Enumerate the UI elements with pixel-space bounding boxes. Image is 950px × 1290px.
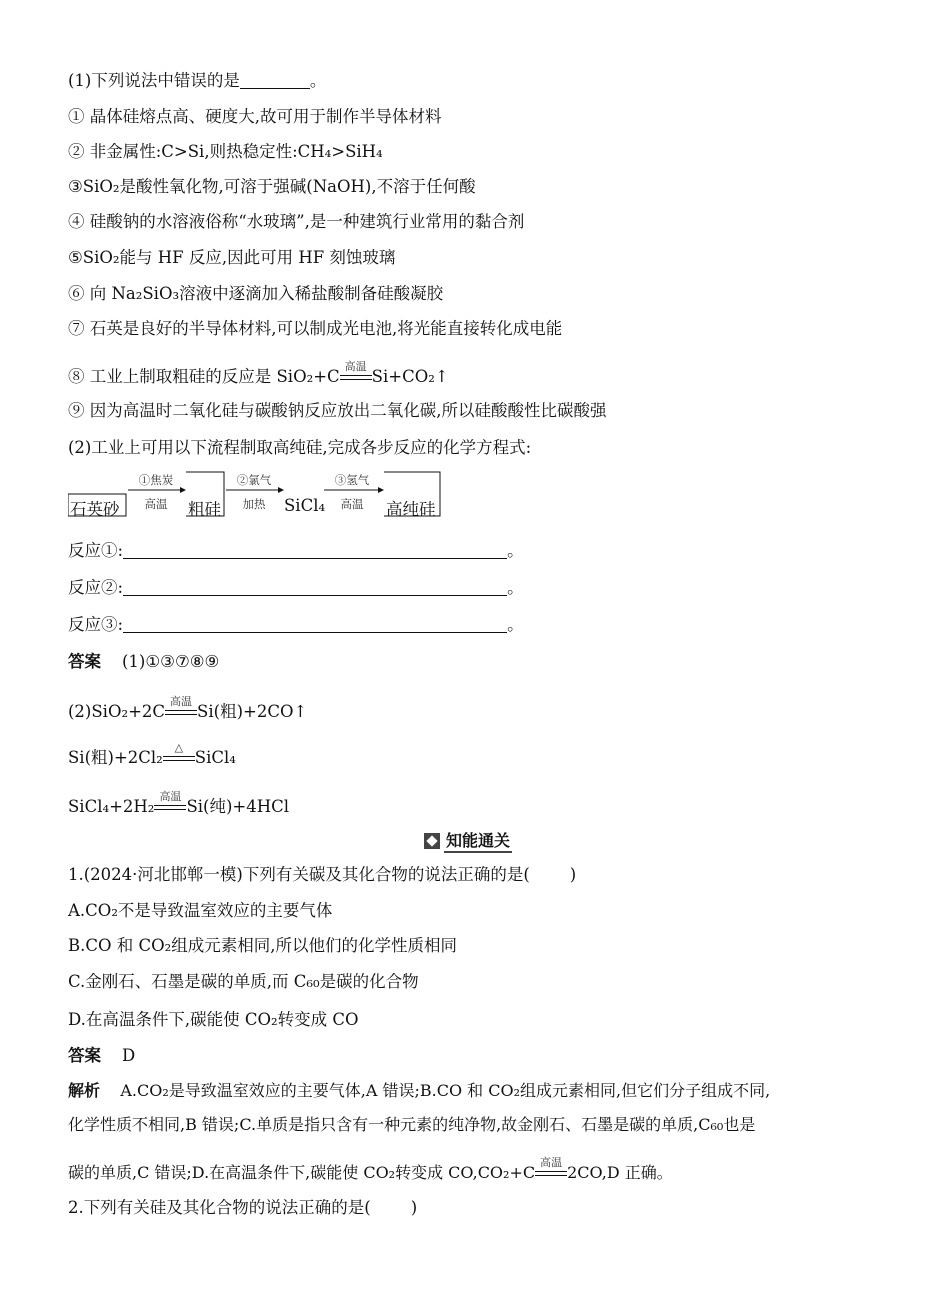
q1-prompt: (1)下列说法中错误的是 。 [68, 71, 327, 90]
flow-step-2-condition: 加热 [242, 497, 266, 511]
equation-2: Si(粗)+2Cl₂ △ SiCl₄ [68, 741, 236, 767]
statement-2: ② 非金属性:C>Si,则热稳定性:CH₄>SiH₄ [68, 142, 383, 161]
equation-1: (2)SiO₂+2C 高温 Si(粗)+2CO↑ [68, 695, 308, 721]
analysis-line-1: 解析 A.CO₂是导致温室效应的主要气体,A 错误;B.CO 和 CO₂组成元素相同,但它们分子组成不同, [68, 1081, 771, 1100]
equation-3: SiCl₄+2H₂ 高温 Si(纯)+4HCl [68, 790, 290, 816]
reaction-2-line: 反应②: 。 [68, 578, 524, 597]
answer-blank[interactable] [240, 72, 310, 89]
option-d: D.在高温条件下,碳能使 CO₂转变成 CO [68, 1010, 359, 1029]
problem-2-stem: 2.下列有关硅及其化合物的说法正确的是( ) [68, 1198, 418, 1217]
problem-1-stem: 1.(2024·河北邯郸一模)下列有关碳及其化合物的说法正确的是( ) [68, 865, 577, 884]
statement-1: ① 晶体硅熔点高、硬度大,故可用于制作半导体材料 [68, 107, 442, 126]
statement-9: ⑨ 因为高温时二氧化硅与碳酸钠反应放出二氧化碳,所以硅酸酸性比碳酸强 [68, 401, 607, 420]
flow-node-crude-silicon: 粗硅 [188, 500, 221, 519]
reaction-1-blank[interactable] [123, 542, 507, 559]
reaction-condition: 高温 [154, 800, 186, 814]
diamond-icon [424, 833, 440, 849]
q2-prompt: (2)工业上可用以下流程制取高纯硅,完成各步反应的化学方程式: [68, 438, 532, 457]
flow-step-1-condition: 高温 [144, 497, 168, 511]
reaction-condition: 高温 [535, 1166, 567, 1180]
answer-label: 答案 [68, 1046, 101, 1065]
flow-node-quartz-sand: 石英砂 [70, 500, 120, 519]
reaction-3-line: 反应③: 。 [68, 615, 524, 634]
answer-line [68, 1045, 135, 1067]
reaction-condition: 高温 [165, 705, 197, 719]
flow-node-sicl4: SiCl₄ [284, 496, 326, 515]
option-c: C.金刚石、石墨是碳的单质,而 C₆₀是碳的化合物 [68, 972, 419, 991]
flow-step-3-reagent: ③氢气 [334, 473, 370, 487]
flow-step-3-condition: 高温 [340, 497, 364, 511]
statement-7: ⑦ 石英是良好的半导体材料,可以制成光电池,将光能直接转化成电能 [68, 319, 563, 338]
analysis-line-2: 化学性质不相同,B 错误;C.单质是指只含有一种元素的纯净物,故金刚石、石墨是碳的单质,C₆₀也是 [68, 1115, 756, 1134]
statement-5: ⑤SiO₂能与 HF 反应,因此可用 HF 刻蚀玻璃 [68, 248, 396, 267]
statement-6: ⑥ 向 Na₂SiO₃溶液中逐滴加入稀盐酸制备硅酸凝胶 [68, 284, 444, 303]
statement-4: ④ 硅酸钠的水溶液俗称“水玻璃”,是一种建筑行业常用的黏合剂 [68, 212, 525, 231]
reaction-condition: △ [163, 751, 195, 765]
flow-step-1-reagent: ①焦炭 [138, 473, 174, 487]
option-b: B.CO 和 CO₂组成元素相同,所以他们的化学性质相同 [68, 936, 458, 955]
reaction-2-blank[interactable] [123, 579, 507, 596]
option-a: A.CO₂不是导致温室效应的主要气体 [68, 901, 333, 920]
section-header [424, 828, 512, 853]
flow-step-2-reagent: ②氯气 [236, 473, 272, 487]
statement-3: ③SiO₂是酸性氧化物,可溶于强碱(NaOH),不溶于任何酸 [68, 177, 476, 196]
answer-text: D [121, 1046, 136, 1065]
section-title: 知能通关 [444, 828, 512, 853]
reaction-1-line: 反应①: 。 [68, 541, 524, 560]
analysis-line-3: 碳的单质,C 错误;D.在高温条件下,碳能使 CO₂转变成 CO,CO₂+C 高温 2CO,D 正确。 [68, 1156, 673, 1182]
statement-8: ⑧ 工业上制取粗硅的反应是 SiO₂+C 高温 Si+CO₂↑ [68, 360, 449, 386]
answer-line [68, 651, 219, 673]
answer-label: 答案 [68, 652, 101, 671]
reaction-3-blank[interactable] [123, 616, 507, 633]
answer-text: (1)①③⑦⑧⑨ [121, 652, 220, 671]
process-flow-diagram [68, 466, 468, 518]
flow-node-pure-silicon: 高纯硅 [386, 500, 436, 519]
analysis-label: 解析 [68, 1081, 101, 1100]
reaction-condition: 高温 [340, 370, 372, 384]
